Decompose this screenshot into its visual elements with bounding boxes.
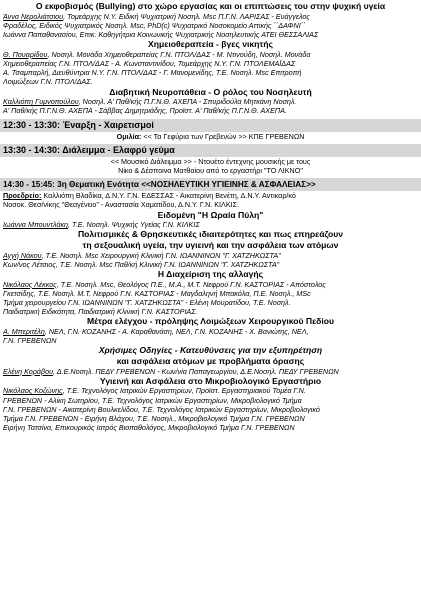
author-line: Τμήμα Γ.Ν. ΓΡΕΒΕΝΩΝ - Ειρήνη Βλάχου, Τ.Ε. Νοσηλ., Μικροβιολογικό Τμήμα Γ.Ν. ΓΡΕΒΕΝΩΝ	[3, 414, 305, 424]
break-heading: 13:30 - 14:30: Διάλειμμα - Ελαφρύ γεύμα	[3, 144, 175, 155]
talk-vision	[3, 345, 418, 375]
break-band	[0, 144, 421, 157]
author-line: Ειρήνη Τατσίνα, Επικουρικός Ιατρός Βιοπαθολόγος, Μικροβιολογικό Τμήμα Γ.Ν. ΓΡΕΒΕΝΩΝ	[3, 423, 295, 433]
author-line: Ιωάννα Παπαθανασίου, Επικ. Καθηγήτρια Κοινωνικής Ψυχιατρικής Νοσηλευτικής ΑΤΕΙ ΘΕΣΣΑΛΙΑΣ	[3, 30, 319, 39]
session3-heading: 14:30 - 15:45: 3η Θεματική Ενότητα <<ΝΟΣΗΛΕΥΤΙΚΗ ΥΓΙΕΙΝΗΣ & ΑΣΦΑΛΕΙΑΣ>>	[3, 180, 316, 190]
topic-chemotherapy	[3, 39, 418, 86]
author-line: Α. Μπεριτέλη, ΝΕΛ, Γ.Ν. ΚΟΖΑΝΗΣ - Α. Καραθανάση, ΝΕΛ, Γ.Ν. ΚΟΖΑΝΗΣ - Χ. Βανιώτης, ΝΕΛ,	[3, 327, 309, 337]
talk-lab-safety	[3, 376, 418, 433]
talk-title: Ειδομένη "Η Ωραία Πύλη"	[157, 209, 264, 220]
opening-speech: Ομιλία: << Τα Γεφύρια των Γρεβενών >> ΚΠΕ ΓΡΕΒΕΝΩΝ	[116, 131, 305, 141]
chairs-line: Προεδρείο: Καλλιόπη Βλαδίκα, Δ.Ν.Υ. Γ.Ν. ΕΔΕΣΣΑΣ - Αικατερίνη Βενέτη, Δ.Ν.Υ. Αντικαρ/κό	[3, 191, 296, 201]
break-note: << Μουσικό Διάλειμμα >> - Ντουέτο έντεχνης μουσικής με τους	[110, 156, 311, 166]
author-line: Α. Τσαμπαρλή, Διευθύντρια Ν.Υ. Γ.Ν. ΠΤΟΛ/ΔΑΣ - Γ. Μανομενίδης, Τ.Ε. Νοσηλ. Msc Επιτροπή	[3, 68, 302, 78]
author-line: Άννα Νερολιάτσιου, Τομεάρχης Ν.Υ. Ειδική Ψυχιατρική Νοσηλ. Msc Π.Γ.Ν. ΛΑΡΙΣΑΣ - Ευάγγελος	[3, 11, 310, 21]
author-line: Καλλιόπη Γυμνοπούλου, Νοσηλ. Α' Παθ/κής Π.Γ.Ν.Θ. ΑΧΕΠΑ - Σπυριδούλα Μητκάνη Νοσηλ.	[3, 97, 297, 107]
author-line: Λοιμώξεων Γ.Ν. ΠΤΟΛ/ΔΑΣ.	[3, 77, 93, 87]
session3-band	[0, 178, 421, 191]
talk-cultural	[3, 229, 418, 269]
topic-title: Ο εκφοβισμός (Bullying) στο χώρο εργασίας και οι επιπτώσεις του στην ψυχική υγεία	[35, 1, 386, 11]
talk-title: Πολιτισμικές & Θρησκευτικές ιδιαιτερότητες και πως επηρεάζουν	[77, 229, 344, 240]
author-line: Αγγή Νάκου, Τ.Ε. Νοσηλ. Msc Χειρουργική Κλινική Γ.Ν. ΙΩΑΝΝΙΝΩΝ "Γ. ΧΑΤΖΗΚΩΣΤΑ"	[3, 250, 281, 260]
author-line: Γ.Ν. ΓΡΕΒΕΝΩΝ	[3, 336, 57, 346]
topic-neuropathy	[3, 87, 418, 116]
author-line: Παιδιατρική Ειδικότητα, Παιδιατρική Κλινική Γ.Ν. ΚΑΣΤΟΡΙΑΣ.	[3, 307, 198, 317]
author-line: Ιωάννα Μπουντλάκη, Τ.Ε. Νοσηλ. Ψυχικής Υγείας Γ.Ν. ΚΙΛΚΙΣ	[3, 220, 200, 230]
author-line: Κων/νος Λέτσιος, Τ.Ε. Νοσηλ. Msc Παθ/κή Κλινική Γ.Ν. ΙΩΑΝΝΙΝΩΝ "Γ. ΧΑΤΖΗΚΩΣΤΑ"	[3, 259, 280, 269]
talk-title: Μέτρα ελέγχου - πρόληψης Λοιμώξεων Χειρουργικού Πεδίου	[86, 316, 335, 327]
chairs-line: Νοσοκ. Θεσ/νίκης "Θεαγένειο" - Αναστασία Χαματίδου, Δ.Ν.Υ. Γ.Ν. ΚΙΛΚΙΣ.	[3, 200, 240, 210]
opening-band	[0, 119, 421, 132]
talk-change-management	[3, 269, 418, 316]
author-line: Γκετσίδης, Τ.Ε. Νοσηλ. Μ.Τ. Νεφρού Γ.Ν. ΚΑΣΤΟΡΙΑΣ - Μαγδαληνή Μπακόλα, Π.Ε. Νοσηλ., MSc	[3, 288, 311, 298]
opening-heading: 12:30 - 13:30: Έναρξη - Χαιρετισμοί	[3, 119, 154, 130]
author-line: Ελένη Κοράβου, Δ.Ε.Νοσηλ. ΠΕΔΥ ΓΡΕΒΕΝΩΝ - Κων/νία Παπαγεωργίου, Δ.Ε.Νοσηλ. ΠΕΔΥ ΓΡΕΒΕΝΩΝ	[3, 366, 339, 376]
talk-title: Υγιεινή και Ασφάλεια στο Μικροβιολογικό Εργαστήριο	[99, 375, 322, 386]
author-line: Γ.Ν. ΓΡΕΒΕΝΩΝ - Αικατερίνη Βουλκελίδου, Τ.Ε. Τεχνολόγος Ιατρικών Εργαστηρίων, Μικροβιολογικό	[3, 404, 320, 414]
topic-title: Διαβητική Νευροπάθεια - Ο ρόλος του Νοσηλευτή	[109, 86, 312, 97]
author-line: Τμήμα χειρουργείου Γ.Ν. ΙΩΑΝΝΙΝΩΝ "Γ. ΧΑΤΖΗΚΩΣΤΑ" - Ελένη Μουρατίδου, Τ.Ε. Νοσηλ.	[3, 298, 291, 308]
author-line: Θ. Πουαρίδου, Νοσηλ. Μονάδα Χημειοθεραπείας Γ.Ν. ΠΤΟΛ/ΔΑΣ - Μ. Ντινούδη, Νοσηλ. Μονάδα	[3, 49, 311, 59]
talk-title: Η Διαχείριση της αλλαγής	[157, 269, 264, 280]
author-line: ΓΡΕΒΕΝΩΝ - Αλίκη Σωτηρίου, Τ.Ε. Τεχνολόγος Ιατρικών Εργαστηρίων, Μικροβιολογικό Τμήμα	[3, 395, 302, 405]
break-note: Νίκο & Δέσποινα Ματθαίου από το εργαστήρι "ΤΟ ΛΙΚΝΟ"	[118, 166, 303, 176]
talk-title: τη σεξουαλική υγεία, την υγιεινή και την ασφάλεια των ατόμων	[82, 240, 339, 251]
author-line: Χημειοθεραπείας Γ.Ν. ΠΤΟΛ/ΔΑΣ - Α. Κωνσταντινίδου, Τομεάρχης Ν.Υ. Γ.Ν. ΠΤΟΛΕΜΑΪΔΑΣ	[3, 59, 296, 68]
author-line: Νικόλαος Κοζώνης, Τ.Ε. Τεχνολόγος Ιατρικών Εργαστηρίων, Προϊστ. Εργαστηριακού Τομέα Γ.Ν.	[3, 386, 306, 396]
topic-title: Χημειοθεραπεία - βγες νικητής	[148, 39, 273, 50]
author-line: Α' Παθ/κής Π.Γ.Ν.Θ. ΑΧΕΠΑ - Σάββας Δημητριάδης, Προϊστ. Α' Παθ/κής Π.Γ.Ν.Θ. ΑΧΕΠΑ.	[3, 106, 287, 116]
talk-idomeni	[3, 210, 418, 230]
author-line: Φραδέλος, Ειδικός Ψυχιατρικός Νοσηλ. Msc, PhD(c) Ψυχιατρικό Νοσοκομείο Αττικής ΄΄ΔΑΦΝΙ΄΄	[3, 20, 306, 30]
talk-title: και ασφάλεια ατόμων με προβλήματα όρασης	[116, 356, 305, 367]
talk-infection-control	[3, 316, 418, 345]
topic-bullying	[3, 1, 418, 39]
author-line: Νικόλαος Λέκκος, Τ.Ε. Νοσηλ. Msc, Θεολόγος Π.Ε., M.A., Μ.Τ. Νεφρού Γ.Ν. ΚΑΣΤΟΡΙΑΣ - Απόστολος	[3, 279, 326, 289]
talk-title: Χρήσιμες Οδηγίες - Κατευθύνσεις για την εξυπηρέτηση	[98, 345, 323, 356]
